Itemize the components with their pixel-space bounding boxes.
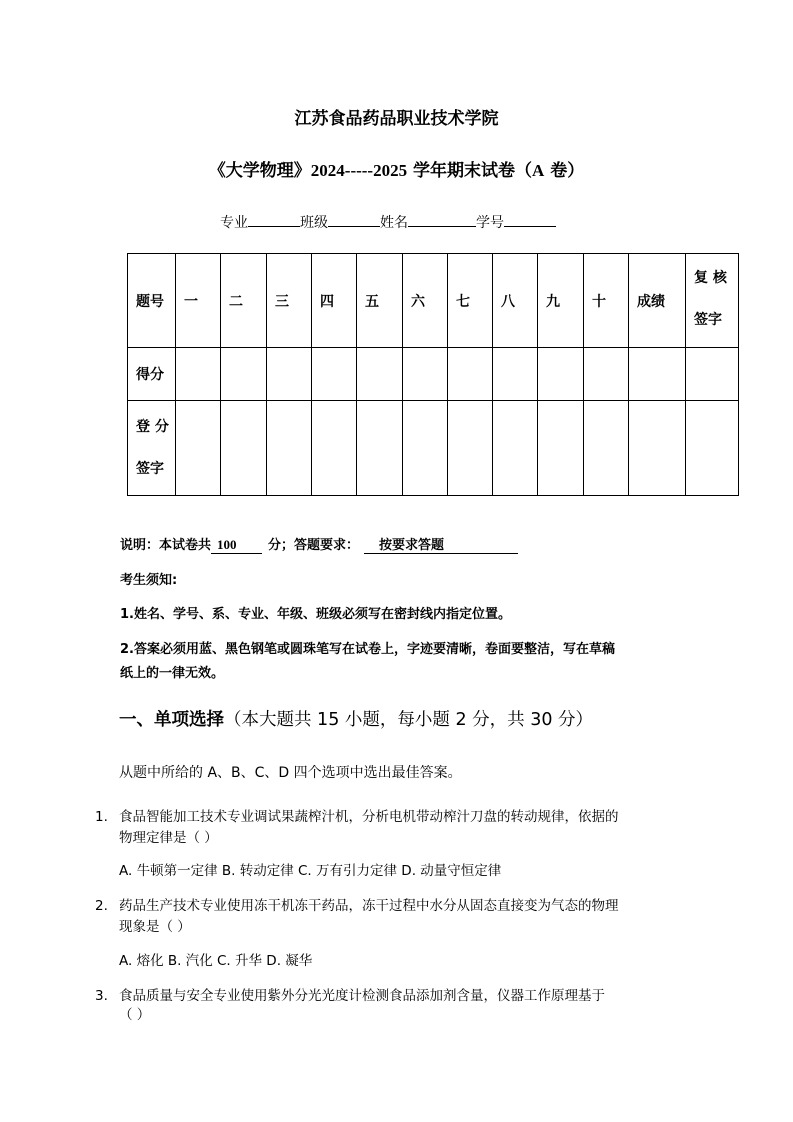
score-row xyxy=(128,348,739,401)
signature-row xyxy=(128,401,739,496)
row-label: 得分 xyxy=(128,348,176,401)
question-text: 食品质量与安全专业使用紫外分光光度计检测食品添加剂含量，仪器工作原理基于 xyxy=(119,988,605,1004)
header-row xyxy=(128,254,739,348)
course-name: 《大学物理》 xyxy=(208,161,311,181)
sign-cell[interactable] xyxy=(629,401,686,496)
header-cell: 八 xyxy=(493,254,538,348)
section-detail: （本大题共 15 小题，每小题 2 分，共 30 分） xyxy=(224,710,594,730)
header-cell: 九 xyxy=(538,254,584,348)
score-cell[interactable] xyxy=(584,348,629,401)
sign-cell[interactable] xyxy=(267,401,312,496)
header-cell: 五 xyxy=(357,254,403,348)
review-line2: 签字 xyxy=(694,312,722,328)
section-title: 一、单项选择 xyxy=(119,710,224,730)
section-heading xyxy=(119,706,593,731)
requirement-value: 按要求答题 xyxy=(364,534,518,554)
review-cell[interactable] xyxy=(686,348,739,401)
exam-version: A xyxy=(532,161,545,180)
header-cell: 二 xyxy=(221,254,267,348)
exam-years: 2024-----2025 xyxy=(310,161,408,180)
school-name: 江苏食品药品职业技术学院 xyxy=(294,109,499,129)
id-label: 学号 xyxy=(476,215,504,231)
exam-description xyxy=(120,534,518,554)
sign-cell[interactable] xyxy=(493,401,538,496)
question-text: 食品智能加工技术专业调试果蔬榨汁机，分析电机带动榨汁刀盘的转动规律，依据的 xyxy=(119,809,619,825)
question-2-options: A. 熔化 B. 汽化 C. 升华 D. 凝华 xyxy=(119,953,313,969)
question-3-line1 xyxy=(95,984,605,1004)
name-label: 姓名 xyxy=(380,215,408,231)
major-field[interactable] xyxy=(248,212,300,227)
header-cell: 六 xyxy=(403,254,448,348)
sign-cell[interactable] xyxy=(448,401,493,496)
score-cell[interactable] xyxy=(312,348,357,401)
question-1-line2: 物理定律是（ ） xyxy=(119,830,218,846)
score-cell[interactable] xyxy=(176,348,221,401)
question-text: 药品生产技术专业使用冻干机冻干药品，冻干过程中水分从固态直接变为气态的物理 xyxy=(119,898,619,914)
name-field[interactable] xyxy=(408,212,476,227)
question-1-line1 xyxy=(95,805,619,825)
score-cell[interactable] xyxy=(493,348,538,401)
question-3-line2: （ ） xyxy=(119,1007,151,1023)
section-instruction: 从题中所给的 A、B、C、D 四个选项中选出最佳答案。 xyxy=(119,765,462,781)
score-cell[interactable] xyxy=(221,348,267,401)
sign-line2: 签字 xyxy=(136,461,164,477)
notice-item-1: 1.姓名、学号、系、专业、年级、班级必须写在密封线内指定位置。 xyxy=(120,607,511,622)
class-label: 班级 xyxy=(300,215,328,231)
header-cell: 成绩 xyxy=(629,254,686,348)
sign-cell[interactable] xyxy=(584,401,629,496)
review-line1: 复 核 xyxy=(694,270,727,286)
question-2-line1 xyxy=(95,894,619,914)
score-cell[interactable] xyxy=(403,348,448,401)
review-sign-header xyxy=(686,254,739,348)
score-cell[interactable] xyxy=(267,348,312,401)
exam-title xyxy=(0,156,793,181)
sign-cell[interactable] xyxy=(686,401,739,496)
header-cell: 三 xyxy=(267,254,312,348)
notice-item-2-line2: 纸上的一律无效。 xyxy=(120,666,225,681)
sign-cell[interactable] xyxy=(538,401,584,496)
student-info-line xyxy=(220,212,556,232)
question-number: 3. xyxy=(95,988,108,1004)
total-score-value: 100 xyxy=(211,537,262,554)
score-cell[interactable] xyxy=(538,348,584,401)
student-id-field[interactable] xyxy=(504,212,556,227)
question-1-options: A. 牛顿第一定律 B. 转动定律 C. 万有引力定律 D. 动量守恒定律 xyxy=(119,863,502,879)
header-cell: 四 xyxy=(312,254,357,348)
notice-item-2-line1: 2.答案必须用蓝、黑色钢笔或圆珠笔写在试卷上，字迹要清晰，卷面要整洁，写在草稿 xyxy=(120,642,615,657)
exam-term: 学年期末试卷（ xyxy=(407,161,533,181)
sign-cell[interactable] xyxy=(403,401,448,496)
sign-cell[interactable] xyxy=(221,401,267,496)
header-cell: 题号 xyxy=(128,254,176,348)
sign-cell[interactable] xyxy=(176,401,221,496)
score-unit: 分；答题要求： xyxy=(268,538,360,553)
question-number: 1. xyxy=(95,809,108,825)
notice-title: 考生须知: xyxy=(120,573,178,588)
score-cell[interactable] xyxy=(448,348,493,401)
header-cell: 七 xyxy=(448,254,493,348)
exam-title-end: 卷） xyxy=(544,161,585,181)
sign-cell[interactable] xyxy=(357,401,403,496)
row-label xyxy=(128,401,176,496)
score-cell[interactable] xyxy=(357,348,403,401)
question-number: 2. xyxy=(95,898,108,914)
desc-label: 说明：本试卷共 xyxy=(120,538,212,553)
sign-line1: 登 分 xyxy=(136,419,169,435)
class-field[interactable] xyxy=(328,212,380,227)
major-label: 专业 xyxy=(220,215,248,231)
sign-cell[interactable] xyxy=(312,401,357,496)
score-table xyxy=(127,253,739,496)
question-2-line2: 现象是（ ） xyxy=(119,919,191,935)
total-score-cell[interactable] xyxy=(629,348,686,401)
header-cell: 一 xyxy=(176,254,221,348)
header-cell: 十 xyxy=(584,254,629,348)
